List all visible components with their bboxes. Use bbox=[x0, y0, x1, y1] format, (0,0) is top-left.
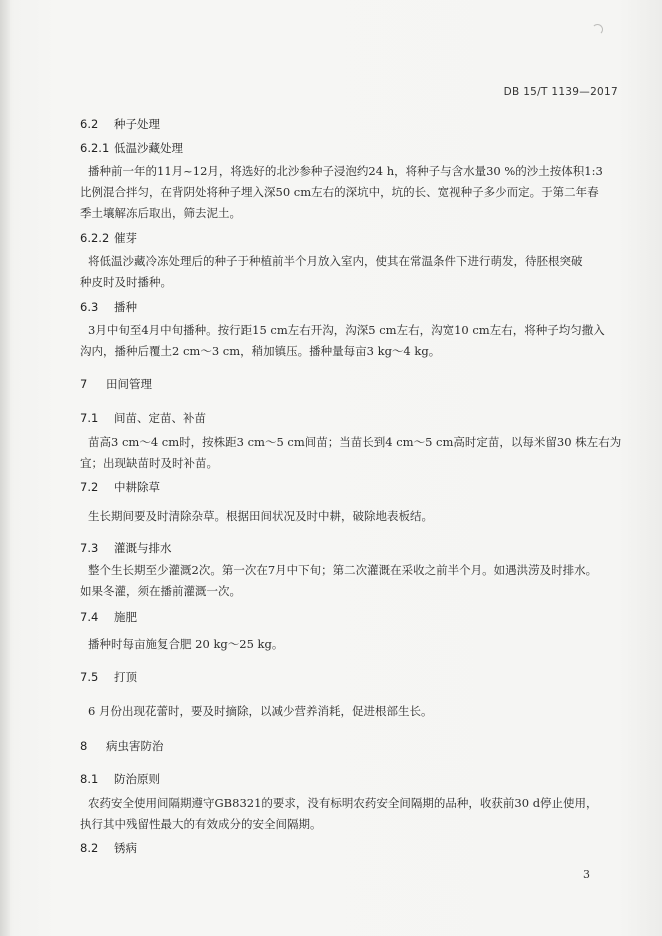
paragraph-line: 将低温沙藏冷冻处理后的种子于种植前半个月放入室内，使其在常温条件下进行萌发，待胚根突破 bbox=[88, 254, 583, 268]
heading-title: 锈病 bbox=[114, 841, 137, 855]
heading-number: 8.2 bbox=[80, 841, 99, 855]
heading-6-2-2 bbox=[80, 230, 137, 246]
heading-title: 防治原则 bbox=[114, 772, 160, 786]
paragraph-line: 苗高3 cm～4 cm时，按株距3 cm～5 cm间苗；当苗长到4 cm～5 cm高时定苗，以每米留30 株左右为 bbox=[88, 435, 622, 449]
heading-6-2 bbox=[80, 116, 160, 132]
standard-code: DB 15/T 1139—2017 bbox=[503, 86, 618, 98]
heading-6-2-1 bbox=[80, 140, 183, 156]
scan-shadow bbox=[0, 0, 10, 936]
heading-7-1 bbox=[80, 410, 206, 426]
heading-number: 8.1 bbox=[80, 772, 99, 786]
paragraph-line: 种皮时及时播种。 bbox=[80, 275, 172, 289]
paragraph-line: 季土壤解冻后取出，筛去泥土。 bbox=[80, 206, 241, 220]
heading-number: 6.2 bbox=[80, 117, 99, 131]
heading-title: 低温沙藏处理 bbox=[114, 141, 183, 155]
paragraph-line: 生长期间要及时清除杂草。根据田间状况及时中耕，破除地表板结。 bbox=[88, 509, 433, 523]
paragraph-line: 整个生长期至少灌溉2次。第一次在7月中下旬；第二次灌溉在采收之前半个月。如遇洪涝及时排水。 bbox=[88, 563, 598, 577]
heading-6-3 bbox=[80, 299, 137, 315]
paragraph-line: 执行其中残留性最大的有效成分的安全间隔期。 bbox=[80, 817, 322, 831]
heading-number: 7.2 bbox=[80, 480, 99, 494]
paragraph-line: 3月中旬至4月中旬播种。按行距15 cm左右开沟，沟深5 cm左右，沟宽10 cm左右，将种子均匀撒入 bbox=[88, 323, 605, 337]
heading-title: 种子处理 bbox=[114, 117, 160, 131]
paragraph-line: 沟内，播种后覆土2 cm～3 cm，稍加镇压。播种量每亩3 kg～4 kg。 bbox=[80, 344, 441, 358]
heading-title: 病虫害防治 bbox=[106, 739, 164, 753]
heading-title: 田间管理 bbox=[106, 377, 152, 391]
heading-title: 催芽 bbox=[114, 231, 137, 245]
heading-number: 7 bbox=[80, 377, 88, 391]
paragraph-line: 6 月份出现花蕾时，要及时摘除，以减少营养消耗，促进根部生长。 bbox=[88, 704, 433, 718]
heading-number: 7.5 bbox=[80, 670, 99, 684]
heading-title: 灌溉与排水 bbox=[114, 541, 172, 555]
heading-number: 7.4 bbox=[80, 610, 99, 624]
heading-7-3 bbox=[80, 540, 172, 556]
heading-title: 间苗、定苗、补苗 bbox=[114, 411, 206, 425]
heading-7-2 bbox=[80, 479, 160, 495]
heading-title: 播种 bbox=[114, 300, 137, 314]
paragraph-line: 宜；出现缺苗时及时补苗。 bbox=[80, 456, 218, 470]
paragraph-line: 比例混合拌匀，在背阴处将种子埋入深50 cm左右的深坑中，坑的长、宽视种子多少而定。于第二年春 bbox=[80, 185, 599, 199]
heading-8-1 bbox=[80, 771, 160, 787]
paragraph-line: 播种时每亩施复合肥 20 kg～25 kg。 bbox=[88, 637, 284, 651]
paragraph-line: 如果冬灌，须在播前灌溉一次。 bbox=[80, 584, 241, 598]
paragraph-line: 播种前一年的11月~12月，将选好的北沙参种子浸泡约24 h，将种子与含水量30 %的沙土按体积1:3 bbox=[88, 164, 603, 178]
heading-7-4 bbox=[80, 609, 137, 625]
heading-number: 8 bbox=[80, 739, 88, 753]
heading-number: 7.1 bbox=[80, 411, 99, 425]
scan-mark bbox=[592, 24, 603, 35]
heading-8 bbox=[80, 738, 164, 754]
heading-number: 6.2.2 bbox=[80, 231, 110, 245]
heading-number: 6.2.1 bbox=[80, 141, 110, 155]
heading-title: 打顶 bbox=[114, 670, 137, 684]
heading-title: 施肥 bbox=[114, 610, 137, 624]
page-number: 3 bbox=[583, 868, 590, 881]
heading-number: 7.3 bbox=[80, 541, 99, 555]
paragraph-line: 农药安全使用间隔期遵守GB8321的要求，没有标明农药安全间隔期的品种，收获前30 d停止使用， bbox=[88, 796, 598, 810]
heading-7-5 bbox=[80, 669, 137, 685]
heading-title: 中耕除草 bbox=[114, 480, 160, 494]
heading-7 bbox=[80, 376, 152, 392]
heading-number: 6.3 bbox=[80, 300, 99, 314]
heading-8-2 bbox=[80, 840, 137, 856]
